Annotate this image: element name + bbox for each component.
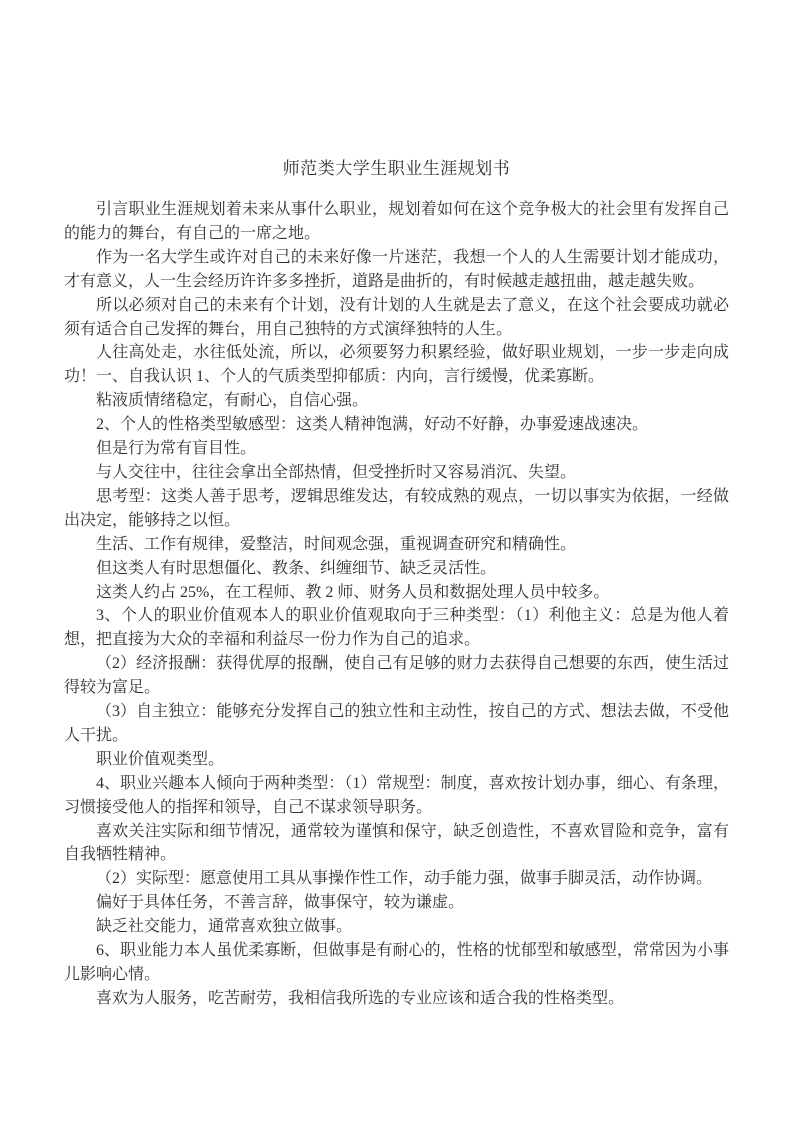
paragraph: 但是行为常有盲目性。 [96,440,257,458]
paragraph-thinker-type: 思考型：这类人善于思考，逻辑思维发达，有较成熟的观点，一切以事实为依据，一经做出决定，能够持之以恒。 [64,487,729,529]
paragraph: 缺乏社交能力，通常喜欢独立做事。 [96,918,353,936]
document-page [64,157,729,1011]
paragraph-practical-type: （2）实际型：愿意使用工具从事操作性工作，动手能力强，做事手脚灵活，动作协调。 [96,870,713,888]
paragraph: 喜欢关注实际和细节情况，通常较为谨慎和保守，缺乏创造性，不喜欢冒险和竞争，富有自我牺牲精神。 [64,822,729,864]
paragraph-career-interest: 4、职业兴趣本人倾向于两种类型：（1）常规型：制度，喜欢按计划办事，细心、有条理，习惯接受他人的指挥和领导，自己不谋求领导职务。 [64,774,729,816]
paragraph-career-ability: 6、职业能力本人虽优柔寡断，但做事是有耐心的，性格的忧郁型和敏感型，常常因为小事儿影响心情。 [64,942,729,983]
paragraph: 偏好于具体任务，不善言辞，做事保守，较为谦虚。 [96,894,465,912]
paragraph: 所以必须对自己的未来有个计划，没有计划的人生就是去了意义，在这个社会要成功就必须有适合自己发挥的舞台，用自己独特的方式演绎独特的人生。 [64,296,729,338]
paragraph: 作为一名大学生或许对自己的未来好像一片迷茫，我想一个人的人生需要计划才能成功，才有意义，人一生会经历许许多多挫折，道路是曲折的，有时候越走越扭曲，越走越失败。 [64,248,729,290]
paragraph-career-values: 3、个人的职业价值观本人的职业价值观取向于三种类型：（1）利他主义：总是为他人着想，把直接为大众的幸福和利益尽一份力作为自己的追求。 [64,607,729,649]
document-title: 师范类大学生职业生涯规划书 [282,159,511,178]
paragraph-intro: 引言职业生涯规划着未来从事什么职业，规划着如何在这个竞争极大的社会里有发挥自己的能力的舞台，有自己的一席之地。 [64,201,729,242]
paragraph: 但这类人有时思想僵化、教条、纠缠细节、缺乏灵活性。 [96,559,497,577]
paragraph: （3）自主独立：能够充分发挥自己的独立性和主动性，按自己的方式、想法去做，不受他人干扰。 [64,703,729,744]
paragraph: 与人交往中，往往会拿出全部热情，但受挫折时又容易消沉、失望。 [96,463,577,481]
paragraph-statistic: 这类人约占 25%，在工程师、教 2 师、财务人员和数据处理人员中较多。 [96,583,610,601]
paragraph: 职业价值观类型。 [96,750,225,768]
paragraph-personality-type: 2、个人的性格类型敏感型：这类人精神饱满，好动不好静，办事爱速战速决。 [96,416,649,434]
paragraph-closing: 喜欢为人服务，吃苦耐劳，我相信我所选的专业应该和适合我的性格类型。 [96,989,625,1007]
paragraph: 粘液质情绪稳定，有耐心，自信心强。 [96,392,369,410]
paragraph: （2）经济报酬：获得优厚的报酬，使自己有足够的财力去获得自己想要的东西，使生活过得较为富足。 [64,655,729,697]
paragraph: 生活、工作有规律，爱整洁，时间观念强，重视调查研究和精确性。 [96,535,577,553]
paragraph-self-awareness: 人往高处走，水往低处流，所以，必须要努力积累经验，做好职业规划，一步一步走向成功！一、自我认识 1、个人的气质类型抑郁质：内向，言行缓慢，优柔寡断。 [64,344,729,386]
